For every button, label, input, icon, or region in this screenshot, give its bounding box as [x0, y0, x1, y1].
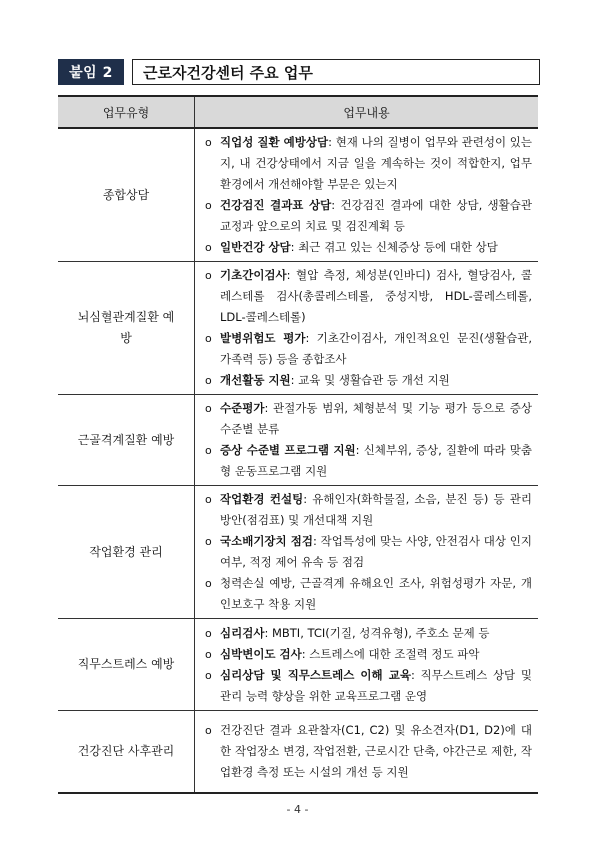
list-item	[205, 440, 532, 482]
item-description: : 건강검진 결과에 대한 상담, 생활습관 교정과 앞으로의 치료 및 검진계획 등	[220, 198, 532, 233]
item-description: : 관절가동 범위, 체형분석 및 기능 평가 등으로 증상 수준별 분류	[220, 401, 532, 436]
bullet-icon: o	[205, 136, 212, 149]
item-text	[220, 265, 532, 328]
item-text	[220, 328, 532, 370]
item-description: : 유해인자(화학물질, 소음, 분진 등) 등 관리방안(점검표) 및 개선대책 지원	[220, 492, 532, 527]
item-text	[220, 573, 532, 615]
table-row	[58, 486, 538, 619]
item-text	[220, 644, 532, 665]
bullet-icon: o	[205, 332, 212, 345]
bullet-icon: o	[205, 269, 212, 282]
item-heading: 직업성 질환 예방상담	[220, 135, 329, 149]
item-description: 건강진단 결과 요관찰자(C1, C2) 및 유소견자(D1, D2)에 대한 작업장소 변경, 작업전환, 근로시간 단축, 야간근로 제한, 작업환경 측정 또는 시설의 개선 등 지원	[220, 722, 532, 779]
item-description: : 최근 겪고 있는 신체증상 등에 대한 상담	[290, 240, 498, 254]
document-title: 근로자건강센터 주요 업무	[132, 59, 540, 85]
bullet-icon: o	[205, 577, 212, 590]
duty-content-cell	[195, 711, 539, 793]
item-text	[220, 237, 532, 258]
item-description: : MBTI, TCI(기질, 성격유형), 주호소 문제 등	[264, 625, 490, 640]
item-description: : 작업특성에 맞는 사양, 안전검사 대상 인지 여부, 적정 제어 유속 등 점검	[220, 534, 532, 569]
bullet-icon: o	[205, 647, 212, 661]
item-text	[220, 132, 532, 195]
item-heading: 심리상담 및 직무스트레스 이해 교육	[220, 667, 411, 682]
duties-table	[58, 95, 538, 794]
bullet-icon: o	[205, 241, 212, 254]
item-heading: 수준평가	[220, 401, 265, 415]
duty-type-cell: 근골격계질환 예방	[58, 395, 195, 486]
bullet-icon: o	[205, 535, 212, 548]
list-item	[205, 489, 532, 531]
table-body	[58, 128, 538, 793]
item-heading: 작업환경 컨설팅	[220, 492, 304, 506]
attachment-header	[58, 59, 540, 85]
duty-content-cell	[195, 619, 539, 711]
table-row	[58, 128, 538, 262]
list-item	[205, 398, 532, 440]
col-header-content: 업무내용	[195, 96, 539, 128]
table-row	[58, 395, 538, 486]
page-number: - 4 -	[286, 803, 309, 816]
item-text	[220, 720, 532, 783]
item-description: 청력손실 예방, 근골격계 유해요인 조사, 위험성평가 자문, 개인보호구 착용 지원	[220, 576, 532, 611]
item-heading: 발병위험도 평가	[220, 331, 306, 345]
item-description: : 신체부위, 증상, 질환에 따라 맞춤형 운동프로그램 지원	[220, 443, 532, 478]
item-description: : 교육 및 생활습관 등 개선 지원	[290, 373, 450, 387]
bullet-icon: o	[205, 444, 212, 457]
list-item	[205, 623, 532, 644]
bullet-icon: o	[205, 493, 212, 506]
col-header-type: 업무유형	[58, 96, 195, 128]
table-row	[58, 262, 538, 395]
item-heading: 개선활동 지원	[220, 373, 291, 387]
item-heading: 국소배기장치 점검	[220, 534, 313, 548]
item-heading: 건강검진 결과표 상담	[220, 198, 332, 212]
duty-type-cell: 작업환경 관리	[58, 486, 195, 619]
duty-content-cell	[195, 486, 539, 619]
duty-content-cell	[195, 262, 539, 395]
item-text	[220, 440, 532, 482]
list-item	[205, 237, 532, 258]
item-text	[220, 531, 532, 573]
bullet-icon: o	[205, 402, 212, 415]
item-description: : 스트레스에 대한 조절력 정도 파악	[301, 646, 480, 661]
list-item	[205, 644, 532, 665]
duty-type-cell: 뇌심혈관계질환 예방	[58, 262, 195, 395]
list-item	[205, 531, 532, 573]
list-item	[205, 328, 532, 370]
duty-type-cell: 직무스트레스 예방	[58, 619, 195, 711]
list-item	[205, 665, 532, 707]
bullet-icon: o	[205, 626, 212, 640]
table-row	[58, 619, 538, 711]
item-description: : 기초간이검사, 개인적요인 문진(생활습관, 가족력 등) 등을 종합조사	[220, 331, 532, 366]
item-heading: 심리검사	[220, 625, 265, 640]
item-heading: 증상 수준별 프로그램 지원	[220, 443, 356, 457]
table-header-row	[58, 96, 538, 128]
list-item	[205, 573, 532, 615]
list-item	[205, 132, 532, 195]
list-item	[205, 370, 532, 391]
list-item	[205, 720, 532, 783]
list-item	[205, 195, 532, 237]
bullet-icon: o	[205, 668, 212, 682]
item-text	[220, 665, 532, 707]
item-description: : 혈압 측정, 체성분(인바디) 검사, 혈당검사, 콜레스테롤 검사(총콜레스테롤, 중성지방, HDL-콜레스테롤, LDL-콜레스테롤)	[220, 268, 532, 324]
list-item	[205, 265, 532, 328]
item-text	[220, 623, 532, 644]
item-heading: 일반건강 상담	[220, 240, 291, 254]
duty-type-cell: 건강진단 사후관리	[58, 711, 195, 793]
item-heading: 기초간이검사	[220, 268, 287, 282]
attachment-tag: 붙임 2	[58, 59, 124, 85]
duty-type-cell: 종합상담	[58, 128, 195, 262]
duty-content-cell	[195, 128, 539, 262]
item-description: : 직무스트레스 상담 및 관리 능력 향상을 위한 교육프로그램 운영	[220, 667, 532, 703]
item-heading: 심박변이도 검사	[220, 646, 302, 661]
bullet-icon: o	[205, 723, 212, 737]
item-text	[220, 370, 532, 391]
bullet-icon: o	[205, 199, 212, 212]
item-text	[220, 398, 532, 440]
bullet-icon: o	[205, 374, 212, 387]
item-description: : 현재 나의 질병이 업무와 관련성이 있는지, 내 건강상태에서 지금 일을 계속하는 것이 적합한지, 업무환경에서 개선해야할 부문은 있는지	[220, 135, 532, 191]
item-text	[220, 489, 532, 531]
duty-content-cell	[195, 395, 539, 486]
table-row	[58, 711, 538, 793]
item-text	[220, 195, 532, 237]
